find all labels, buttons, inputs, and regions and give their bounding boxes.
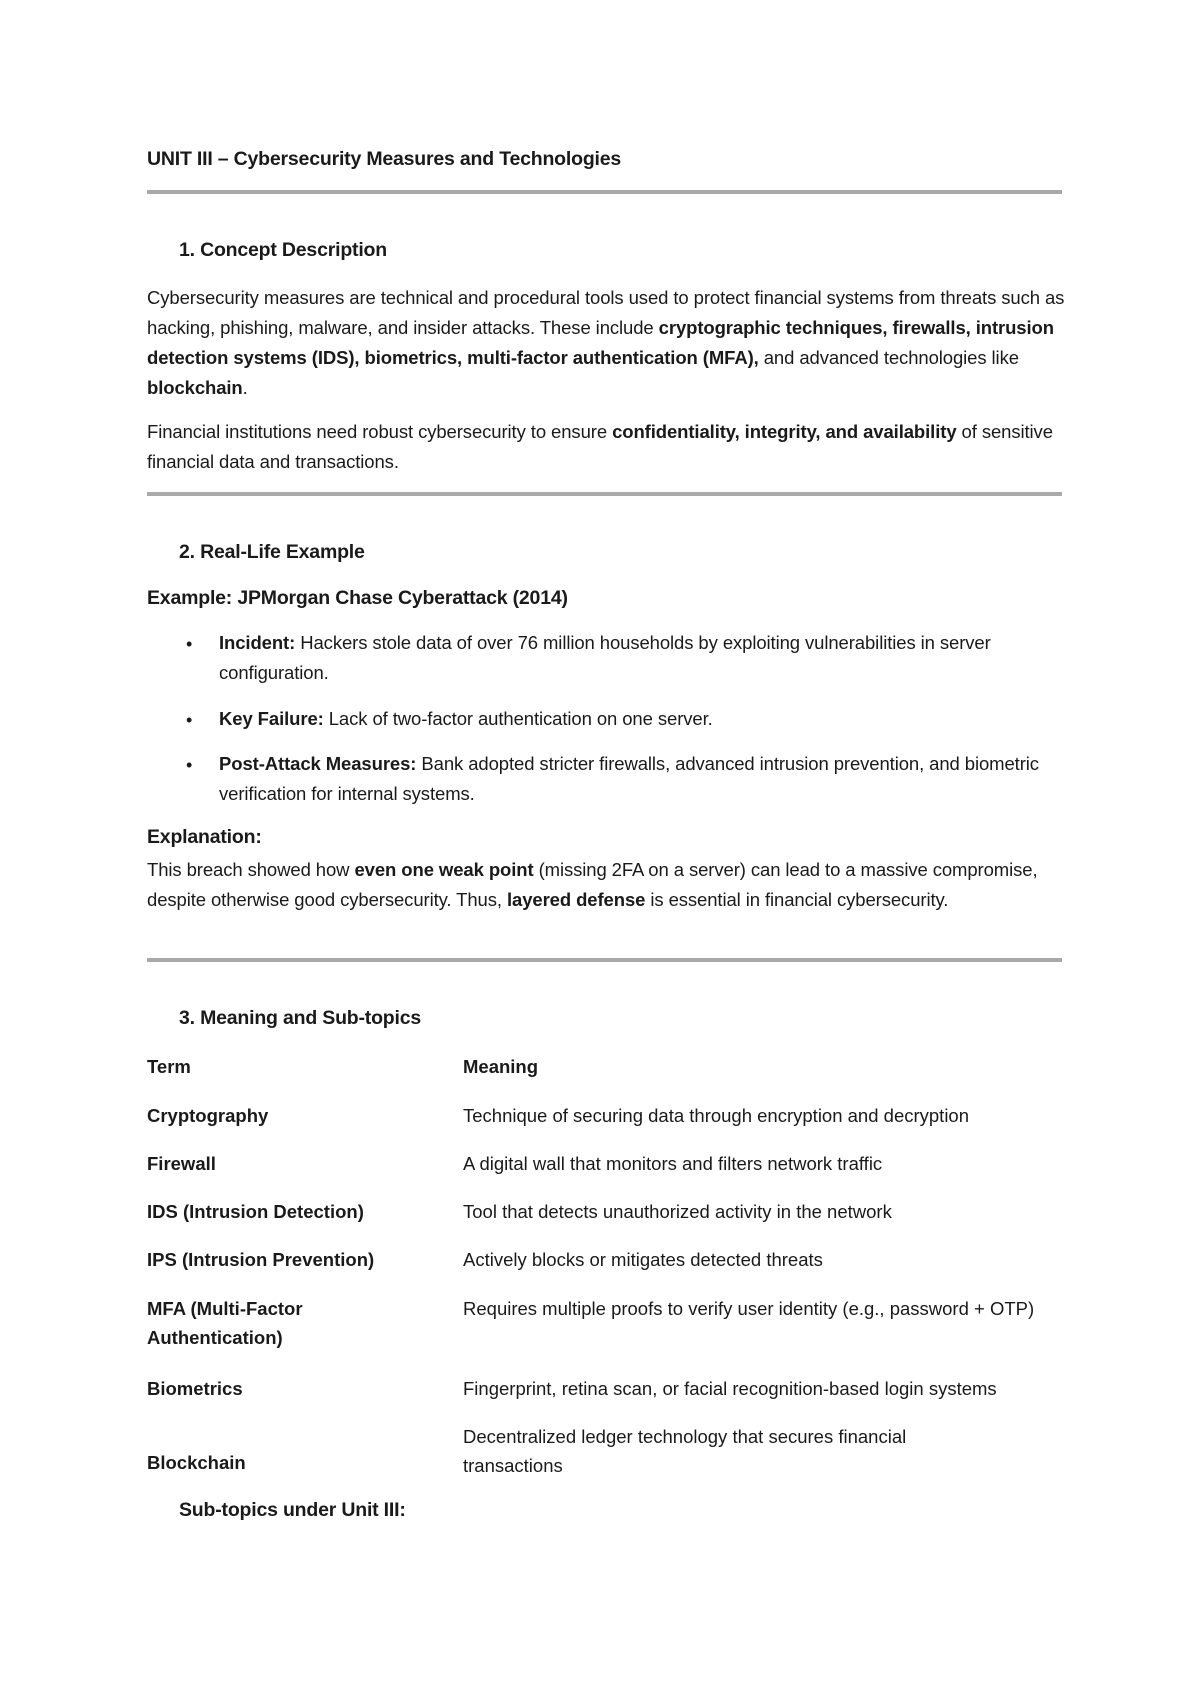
example-title: Example: JPMorgan Chase Cyberattack (2014) — [147, 587, 568, 609]
section-heading-concept: 1. Concept Description — [179, 239, 387, 261]
table-cell-meaning: Fingerprint, retina scan, or facial recognition-based login systems — [463, 1378, 997, 1399]
concept-paragraph-2 — [147, 417, 1077, 477]
bullet-icon: • — [186, 755, 193, 775]
explanation-label: Explanation: — [147, 826, 262, 848]
bullet-body: Hackers stole data of over 76 million households by exploiting vulnerabilities in server configuration. — [219, 632, 991, 683]
bullet-incident — [219, 628, 1069, 688]
bullet-key-failure — [219, 704, 1069, 734]
bullet-label: Incident: — [219, 632, 296, 653]
table-cell-meaning: Tool that detects unauthorized activity in the network — [463, 1201, 892, 1222]
divider — [147, 492, 1062, 496]
table-cell-meaning: Actively blocks or mitigates detected threats — [463, 1249, 823, 1270]
text-run: Financial institutions need robust cybersecurity to ensure — [147, 421, 613, 442]
divider — [147, 190, 1062, 194]
table-header: Term — [147, 1056, 191, 1077]
bullet-label: Key Failure: — [219, 708, 324, 729]
divider — [147, 958, 1062, 962]
table-cell-term: Cryptography — [147, 1105, 269, 1126]
bullet-label: Post-Attack Measures: — [219, 753, 417, 774]
table-cell-term: IDS (Intrusion Detection) — [147, 1201, 364, 1222]
table-cell-term: Biometrics — [147, 1378, 243, 1399]
text-run: . — [242, 377, 248, 398]
bullet-body: Bank adopted stricter firewalls, advanced intrusion prevention, and biometric verification for internal systems. — [219, 753, 1039, 804]
subtopics-heading: Sub-topics under Unit III: — [179, 1499, 406, 1521]
table-cell-meaning: Requires multiple proofs to verify user identity (e.g., password + OTP) — [463, 1298, 1035, 1319]
bullet-icon: • — [186, 634, 193, 654]
text-run: This breach showed how — [147, 859, 355, 880]
bullet-icon: • — [186, 710, 193, 730]
text-run: Cybersecurity measures are technical and procedural tools used to protect financial systems from threats such as hacking, phishing, malware, and insider attacks. These include — [147, 287, 1065, 338]
section-heading-example: 2. Real-Life Example — [179, 541, 365, 563]
explanation-paragraph — [147, 855, 1077, 915]
text-run: (missing 2FA on a server) can lead to a massive compromise, despite otherwise good cybersecurity. Thus, — [147, 859, 1038, 910]
text-run: and advanced technologies like — [758, 347, 1019, 368]
section-heading-meaning: 3. Meaning and Sub-topics — [179, 1007, 422, 1029]
table-cell-meaning: Technique of securing data through encryption and decryption — [463, 1105, 970, 1126]
bold-run: cryptographic techniques, firewalls, intrusion detection systems (IDS), biometrics, multi-factor authentication (MFA), — [147, 317, 1054, 368]
table-cell-term: Firewall — [147, 1153, 216, 1174]
bold-run: confidentiality, integrity, and availability — [612, 421, 957, 442]
bold-run: even one weak point — [354, 859, 534, 880]
page-title: UNIT III – Cybersecurity Measures and Technologies — [147, 148, 622, 170]
table-cell-meaning: A digital wall that monitors and filters network traffic — [463, 1153, 883, 1174]
bold-run: blockchain — [147, 377, 243, 398]
bold-run: layered defense — [506, 889, 646, 910]
table-cell-meaning: Decentralized ledger technology that secures financial transactions — [463, 1426, 907, 1476]
bullet-body: Lack of two-factor authentication on one server. — [323, 708, 713, 729]
table-cell-term: IPS (Intrusion Prevention) — [147, 1249, 375, 1270]
text-run: is essential in financial cybersecurity. — [645, 889, 949, 910]
concept-paragraph-1 — [147, 283, 1077, 403]
table-header: Meaning — [463, 1056, 539, 1077]
table-cell-term: Blockchain — [147, 1452, 246, 1473]
text-run: of sensitive financial data and transactions. — [147, 421, 1053, 472]
bullet-post-attack — [219, 749, 1069, 809]
table-cell-term: MFA (Multi-Factor Authentication) — [147, 1298, 303, 1348]
